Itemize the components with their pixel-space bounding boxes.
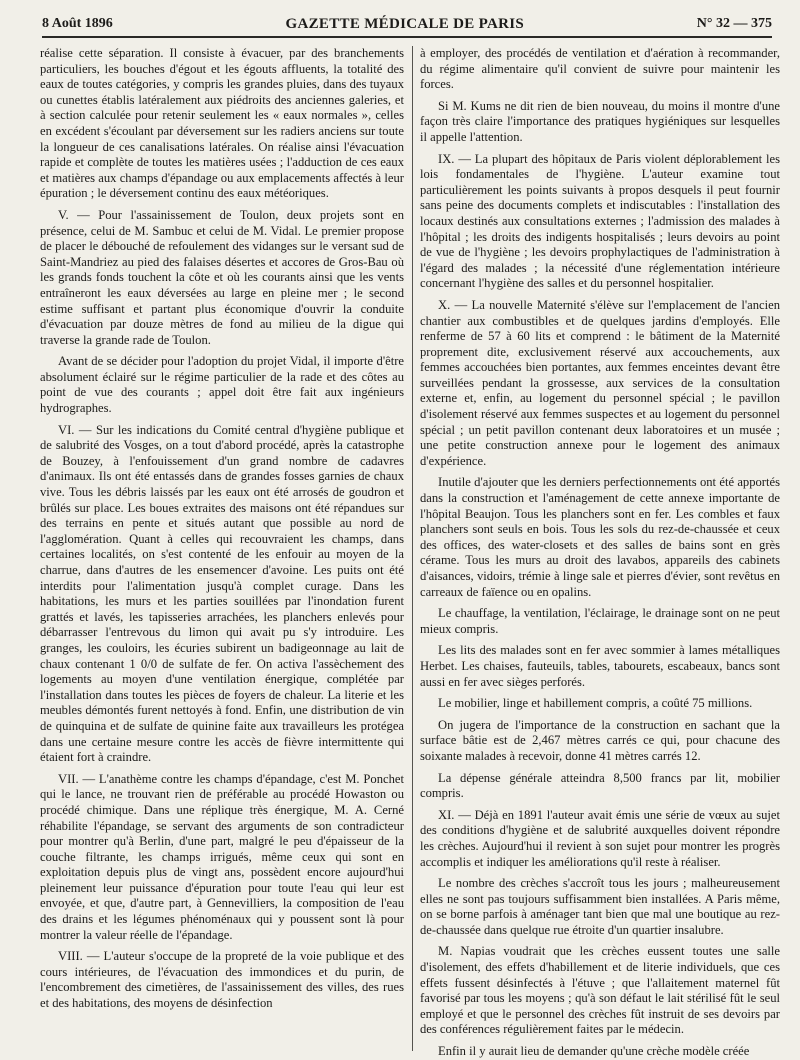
paragraph: La dépense générale atteindra 8,500 francs par lit, mobilier compris. (420, 770, 780, 801)
paragraph: Le nombre des crèches s'accroît tous les jours ; malheureusement elles ne sont pas toujours suffisamment bien installées. A Paris même, on se borne parfois à aménager tant bien que mal une boutique au rez-de-chaussée dans quelque rue étroite d'un quartier insalubre. (420, 876, 780, 937)
right-column (420, 46, 780, 1059)
paragraph: Avant de se décider pour l'adoption du projet Vidal, il importe d'être absolument éclairé sur le régime particulier de la rade et des côtes au point de vue des courants ; appel doit être fait aux ingénieurs hydrographes. (40, 354, 404, 416)
paragraph: On jugera de l'importance de la construction en sachant que la surface bâtie est de 2,467 mètres carrés ce qui, pour chacune des soixante malades à recevoir, donne 41 mètres carrés 12. (420, 717, 780, 763)
paragraph: Les lits des malades sont en fer avec sommier à lames métalliques Herbet. Les chaises, fauteuils, tables, tabourets, escabeaux, bancs sont aussi en fer avec sièges perforés. (420, 643, 780, 689)
paragraph: VIII. — L'auteur s'occupe de la propreté de la voie publique et des cours intérieures, de l'évacuation des immondices et du purin, de l'encombrement des cimetières, de l'assainissement des villes, des rues et des habitations, des moyens de désinfection (40, 949, 404, 1011)
header-date: 8 Août 1896 (42, 16, 113, 31)
paragraph: X. — La nouvelle Maternité s'élève sur l'emplacement de l'ancien chantier aux combustibles et de quelques jardins d'employés. Elle renferme de 57 à 60 lits et comprend : le bâtiment de la Maternité proprement dite, exclusivement réservé aux accouchements, aux femmes accouchées bien portantes, aux femmes enceintes devant être surveillées pendant la grossesse, aux services de la consultation externe et, enfin, au logement du personnel spécial ; le pavillon d'isolement réservé aux femmes suspectes et au logement du personnel spécial ; un petit pavillon contenant deux laboratoires et un musée ; une petite construction annexe pour le logement des animaux d'expérience. (420, 297, 780, 468)
paragraph: Le mobilier, linge et habillement compris, a coûté 75 millions. (438, 696, 753, 711)
page-header (42, 12, 772, 38)
column-divider (412, 46, 413, 1051)
paragraph: Le chauffage, la ventilation, l'éclairage, le drainage sont on ne peut mieux compris. (420, 606, 780, 636)
left-column (40, 46, 404, 1051)
paragraph: M. Napias voudrait que les crèches eussent toutes une salle d'isolement, des effets d'habillement et de literie individuels, que ces effets fussent désinfectés à l'étuve ; que l'allaitement maternel fût favorisé par tous les moyens ; qu'à son défaut le lait stérilisé fût le seul employé et que le personnel des crèches fût instruit de ses devoirs par des conférences régulièrement faites par le médecin. (420, 944, 780, 1037)
paragraph: à employer, des procédés de ventilation et d'aération à recommander, du régime alimentaire qu'il convient de suivre pour maintenir les forces. (420, 46, 780, 92)
issue-page-number: N° 32 — 375 (696, 16, 772, 31)
paragraph: Inutile d'ajouter que les derniers perfectionnements ont été apportés dans la construction et l'aménagement de cette annexe importante de l'hôpital Beaujon. Tous les planchers sont en fer. Les combles et faux planchers sont seuls en bois. Tous les sols du rez-de-chaussée et ceux des offices, des water-closets et des salles de bains sont en grès cérame. Tous les murs au droit des lavabos, appareils des cabinets d'aisances, vidoirs, trémie à linge sale et pierres d'évier, sont revêtus en carreaux de faïence ou en opalins. (420, 475, 780, 599)
paragraph: Enfin il y aurait lieu de demander qu'une crèche modèle créée (438, 1044, 750, 1059)
journal-title: GAZETTE MÉDICALE DE PARIS (285, 15, 525, 32)
paragraph: VI. — Sur les indications du Comité central d'hygiène publique et de salubrité des Vosges, on a tout d'abord procédé, après la catastrophe de Bouzey, à l'enfouissement d'un grand nombre de cadavres d'animaux. Ils ont été entassés dans de grandes fosses garnies de chaux vive. Tous les débris laissés par les eaux ont été arrosés de goudron et brûlés sur place. Les boues extraites des maisons ont été répandues sur des terrains en pente et situés autant que possible au nord de l'agglomération. Quant à celles qui recouvraient les champs, dans certaines localités, on s'est contenté de les enfouir au moyen de la charrue, dans d'autres de les ensemencer d'avoine. Les puits ont été interdits pour l'alimentation jusqu'à complet curage. Dans les habitations, les murs et les parties souillées par l'inondation furent grattés et lavés, les tapisseries arrachées, les planchers enlevés pour débarrasser l'entrevous du limon qui avait pu s'y introduire. Les granges, les couloirs, les écuries subirent un badigeonnage au lait de chaux contenant 1 0/0 de sulfate de fer. On activa l'assèchement des logements au moyen d'une ventilation énergique, complétée par l'installation dans toutes les pièces de foyers de chaleur. La literie et les meubles démontés furent nettoyés à fond. Enfin, une distribution de vin de quinquina et de sulfate de quinine faite aux travailleurs les protégea dans une certaine mesure contre les accès de fièvre intermittente qui étaient fort à craindre. (40, 422, 404, 765)
paragraph: IX. — La plupart des hôpitaux de Paris violent déplorablement les lois fondamentales de l'hygiène. L'auteur examine tout particulièrement les points suivants à propos desquels il peut fournir sans peine des documents complets et indiscutables : l'installation des locaux destinés aux consultations externes ; l'admission des malades à l'hôpital ; les droits des indigents hospitalisés ; leurs devoirs au point de vue de l'hygiène ; les devoirs prophylactiques de l'administration à l'égard des malades ; la nécessité d'une réglementation intérieure concernant l'hygiène des salles et du personnel hospitalier. (420, 151, 780, 291)
paragraph: Si M. Kums ne dit rien de bien nouveau, du moins il montre d'une façon très claire l'importance des pratiques hygiéniques sur lesquelles il appelle l'attention. (420, 98, 780, 144)
paragraph: V. — Pour l'assainissement de Toulon, deux projets sont en présence, celui de M. Sambuc et celui de M. Vidal. Le premier propose de placer le débouché de refoulement des vidanges sur le versant sud de Saint-Mandriez au pied des falaises désertes et accores de Gros-Bau où les grands fonds touchent la côte et où les courants ainsi que les vents entraîneront les eaux déversées au large en pleine mer ; le second estime suffisant et partant plus économique d'ouvrir la conduite d'évacuation par douze mètres de fond au milieu de la digue qui traverse la grande rade de Toulon. (40, 207, 404, 347)
paragraph: réalise cette séparation. Il consiste à évacuer, par des branchements particuliers, les bouches d'égout et les égouts affluents, la totalité des eaux de toutes catégories, y compris les grandes pluies, dans des tuyaux ou cunettes établis latéralement aux piédroits des anciennes galeries, et à section calculée pour retenir seulement les « eaux normales », celles en excédent s'écoulant par déversement sur les radiers anciens sur toute la longueur de ces canalisations latérales. On réalise ainsi l'évacuation rapide et complète de toutes les matières usées ; l'adduction de ces eaux et matières aux champs d'épandage ou aux emplacements affectés à leur épuration ; le déversement continu des eaux météoriques. (40, 46, 404, 201)
paragraph: XI. — Déjà en 1891 l'auteur avait émis une série de vœux au sujet des conditions d'hygiène et de salubrité auxquelles doivent répondre les crèches. Aujourd'hui il revient à son sujet pour montrer les progrès accomplis et indiquer les améliorations qu'il reste à réaliser. (420, 807, 780, 869)
paragraph: VII. — L'anathème contre les champs d'épandage, c'est M. Ponchet qui le lance, ne trouvant rien de préférable au procédé Howaston ou procédé chimique. Dans une réplique très énergique, M. A. Cerné réhabilite l'épandage, se servant des arguments de son contradicteur pour montrer qu'à Berlin, d'une part, malgré le peu d'épaisseur de la couche filtrante, les champs irrigués, même ceux qui sont en exploitation depuis plus de vingt ans, possèdent encore aujourd'hui pleinement leur puissance d'épuration pour toute l'eau qui leur est envoyée, et que, d'autre part, à Gennevilliers, la composition de l'eau des drains et les légumes phénoménaux qui y poussent sont là pour montrer la valeur réelle de l'épandage. (40, 771, 404, 942)
